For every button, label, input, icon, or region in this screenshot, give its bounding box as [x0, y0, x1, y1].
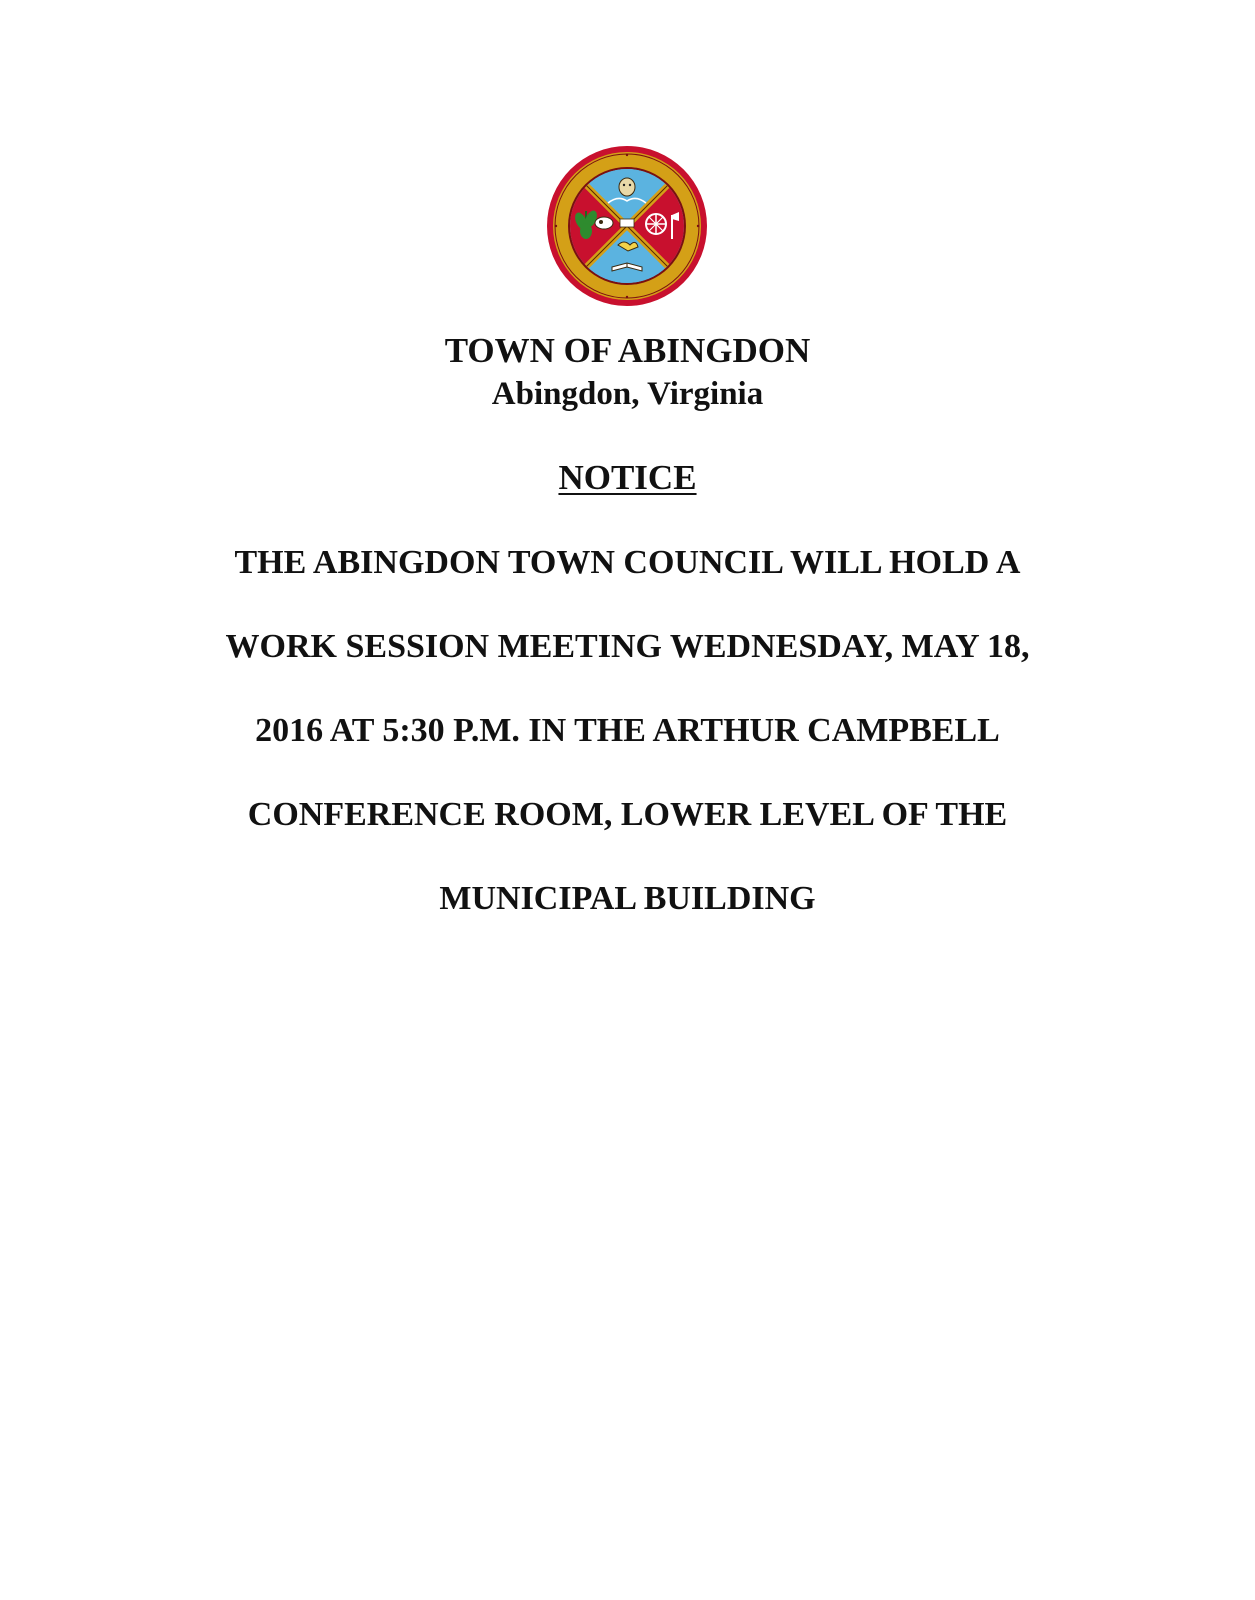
notice-line-4: CONFERENCE ROOM, LOWER LEVEL OF THE — [247, 796, 1008, 833]
notice-heading-text: NOTICE — [558, 458, 697, 497]
town-title: TOWN OF ABINGDON — [444, 331, 811, 370]
town-seal-icon — [546, 145, 708, 307]
town-subtitle: Abingdon, Virginia — [491, 376, 764, 412]
notice-line-5: MUNICIPAL BUILDING — [439, 880, 816, 917]
notice-line-1: THE ABINGDON TOWN COUNCIL WILL HOLD A — [234, 544, 1021, 581]
notice-line-3: 2016 AT 5:30 P.M. IN THE ARTHUR CAMPBELL — [255, 712, 1000, 749]
notice-heading — [0, 457, 1255, 499]
notice-line-2: WORK SESSION MEETING WEDNESDAY, MAY 18, — [225, 628, 1030, 665]
